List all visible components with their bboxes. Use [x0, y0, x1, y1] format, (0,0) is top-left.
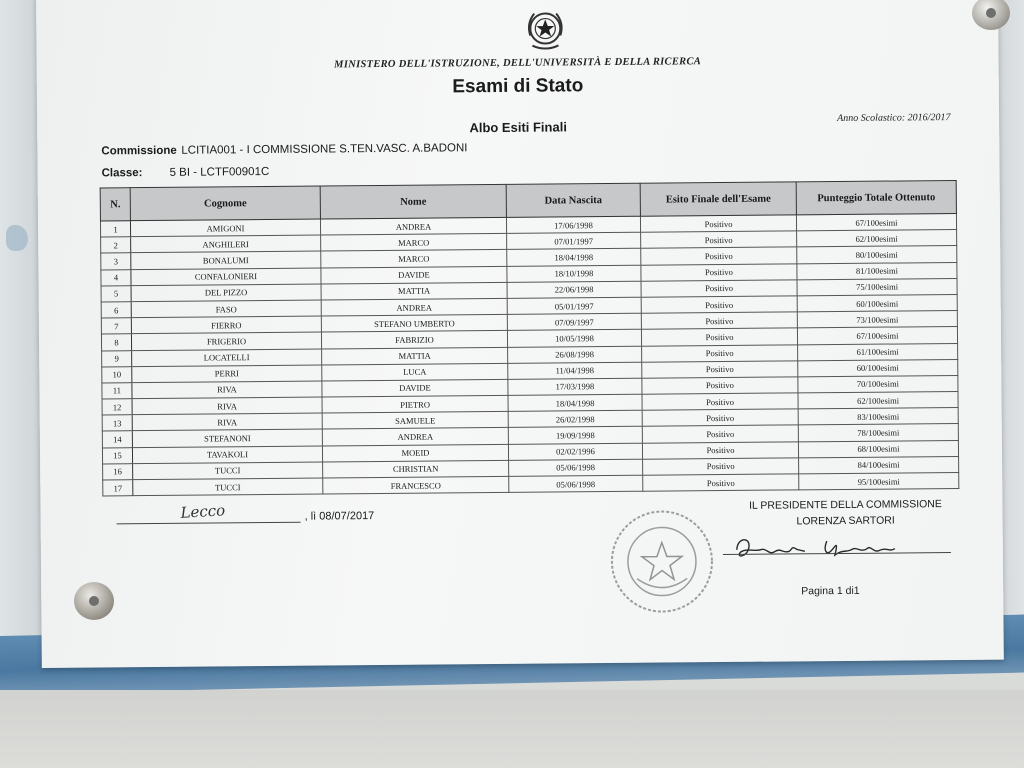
first-name-cell: SAMUELE: [322, 412, 508, 430]
pushpin-icon: [74, 582, 114, 620]
document-subtitle: Albo Esiti Finali: [469, 119, 567, 136]
total-score-cell: 95/100esimi: [799, 472, 959, 490]
surname-cell: TUCCI: [133, 462, 323, 480]
exam-outcome-cell: Positivo: [642, 377, 798, 395]
commission-value: LCITIA001 - I COMMISSIONE S.TEN.VASC. A.BADONI: [181, 142, 468, 157]
surname-cell: TUCCI: [133, 478, 323, 496]
first-name-cell: ANDREA: [320, 217, 506, 235]
surname-cell: STEFANONI: [132, 429, 322, 447]
first-name-cell: MARCO: [321, 234, 507, 252]
total-score-cell: 61/100esimi: [798, 343, 958, 361]
exam-outcome-cell: Positivo: [642, 361, 798, 379]
total-score-cell: 68/100esimi: [798, 440, 958, 458]
first-name-cell: MARCO: [321, 250, 507, 268]
total-score-cell: 75/100esimi: [797, 278, 957, 296]
birth-date-cell: 05/06/1998: [509, 475, 643, 492]
row-number-cell: 14: [102, 431, 132, 447]
first-name-cell: MATTIA: [321, 282, 507, 300]
total-score-cell: 78/100esimi: [798, 424, 958, 442]
place-line: [117, 522, 301, 525]
ministry-heading: MINISTERO DELL'ISTRUZIONE, DELL'UNIVERSITÀ E DELLA RICERCA: [334, 56, 702, 71]
exam-outcome-cell: Positivo: [643, 458, 799, 476]
total-score-cell: 80/100esimi: [797, 246, 957, 264]
italian-emblem-icon: [522, 5, 568, 53]
row-number-cell: 17: [103, 480, 133, 496]
birth-date-cell: 17/06/1998: [506, 216, 640, 233]
row-number-cell: 6: [101, 302, 131, 318]
row-number-cell: 1: [100, 221, 130, 237]
column-header-number: N.: [100, 188, 130, 221]
commission-label: Commissione: [101, 144, 177, 158]
first-name-cell: MATTIA: [322, 347, 508, 365]
birth-date-cell: 26/02/1998: [508, 410, 642, 427]
handwritten-place: Lecco: [179, 501, 226, 522]
first-name-cell: ANDREA: [321, 298, 507, 316]
total-score-cell: 81/100esimi: [797, 262, 957, 280]
birth-date-cell: 19/09/1998: [508, 427, 642, 444]
surname-cell: PERRI: [132, 365, 322, 383]
wall-lower: [0, 690, 1024, 768]
exam-outcome-cell: Positivo: [641, 263, 797, 281]
surname-cell: LOCATELLI: [132, 349, 322, 367]
birth-date-cell: 05/01/1997: [507, 297, 641, 314]
birth-date-cell: 05/06/1998: [509, 459, 643, 476]
birth-date-cell: 18/04/1998: [507, 249, 641, 266]
exam-outcome-cell: Positivo: [641, 328, 797, 346]
row-number-cell: 2: [101, 237, 131, 253]
first-name-cell: DAVIDE: [322, 379, 508, 397]
birth-date-cell: 02/02/1996: [508, 443, 642, 460]
official-stamp-icon: [606, 506, 717, 617]
birth-date-cell: 17/03/1998: [508, 378, 642, 395]
first-name-cell: FABRIZIO: [321, 331, 507, 349]
total-score-cell: 70/100esimi: [798, 375, 958, 393]
row-number-cell: 3: [101, 253, 131, 269]
birth-date-cell: 10/05/1998: [507, 330, 641, 347]
surname-cell: RIVA: [132, 397, 322, 415]
row-number-cell: 9: [102, 350, 132, 366]
row-number-cell: 15: [102, 447, 132, 463]
row-number-cell: 13: [102, 415, 132, 431]
total-score-cell: 67/100esimi: [797, 327, 957, 345]
surname-cell: ANGHILERI: [131, 235, 321, 253]
first-name-cell: PIETRO: [322, 395, 508, 413]
exam-outcome-cell: Positivo: [641, 280, 797, 298]
row-number-cell: 12: [102, 399, 132, 415]
first-name-cell: CHRISTIAN: [323, 460, 509, 478]
surname-cell: TAVAKOLI: [132, 446, 322, 464]
results-sheet: [36, 0, 1004, 668]
school-year-label: Anno Scolastico:: [837, 112, 906, 125]
total-score-cell: 83/100esimi: [798, 408, 958, 426]
birth-date-cell: 18/04/1998: [508, 394, 642, 411]
surname-cell: FIERRO: [131, 316, 321, 334]
row-number-cell: 16: [103, 463, 133, 479]
exam-outcome-cell: Positivo: [641, 312, 797, 330]
row-number-cell: 10: [102, 366, 132, 382]
exam-outcome-cell: Positivo: [642, 425, 798, 443]
birth-date-cell: 18/10/1998: [507, 265, 641, 282]
exam-outcome-cell: Positivo: [642, 409, 798, 427]
handwritten-signature: [731, 528, 981, 566]
total-score-cell: 73/100esimi: [797, 311, 957, 329]
row-number-cell: 11: [102, 383, 132, 399]
school-year-value: 2016/2017: [907, 112, 951, 124]
results-table-body: [100, 213, 958, 496]
president-block: [720, 496, 970, 530]
surname-cell: BONALUMI: [131, 251, 321, 269]
exam-outcome-cell: Positivo: [641, 247, 797, 265]
surname-cell: FRIGERIO: [131, 332, 321, 350]
page-number: Pagina 1 di1: [801, 584, 860, 598]
column-header-surname: Cognome: [130, 186, 320, 221]
class-value: 5 BI - LCTF00901C: [169, 165, 270, 179]
president-title: IL PRESIDENTE DELLA COMMISSIONE: [749, 498, 942, 512]
first-name-cell: FRANCESCO: [323, 476, 509, 494]
row-number-cell: 7: [101, 318, 131, 334]
commission-info: [101, 142, 467, 157]
exam-outcome-cell: Positivo: [643, 474, 799, 492]
total-score-cell: 62/100esimi: [797, 230, 957, 248]
class-info: [101, 166, 269, 179]
total-score-cell: 60/100esimi: [798, 359, 958, 377]
surname-cell: DEL PIZZO: [131, 284, 321, 302]
birth-date-cell: 07/09/1997: [507, 313, 641, 330]
total-score-cell: 67/100esimi: [796, 213, 956, 231]
exam-outcome-cell: Positivo: [640, 215, 796, 233]
column-header-score: Punteggio Totale Ottenuto: [796, 180, 956, 214]
total-score-cell: 60/100esimi: [797, 294, 957, 312]
president-name: LORENZA SARTORI: [796, 514, 895, 528]
exam-outcome-cell: Positivo: [642, 441, 798, 459]
exam-outcome-cell: Positivo: [642, 393, 798, 411]
total-score-cell: 84/100esimi: [799, 456, 959, 474]
first-name-cell: LUCA: [322, 363, 508, 381]
exam-outcome-cell: Positivo: [641, 296, 797, 314]
surname-cell: AMIGONI: [130, 219, 320, 237]
surname-cell: CONFALONIERI: [131, 268, 321, 286]
total-score-cell: 62/100esimi: [798, 392, 958, 410]
column-header-outcome: Esito Finale dell'Esame: [640, 182, 796, 216]
first-name-cell: STEFANO UMBERTO: [321, 315, 507, 333]
row-number-cell: 8: [101, 334, 131, 350]
column-header-birthdate: Data Nascita: [506, 183, 640, 217]
birth-date-cell: 22/06/1998: [507, 281, 641, 298]
column-header-name: Nome: [320, 184, 506, 219]
row-number-cell: 4: [101, 269, 131, 285]
results-table: [100, 180, 960, 497]
birth-date-cell: 11/04/1998: [508, 362, 642, 379]
surname-cell: RIVA: [132, 413, 322, 431]
first-name-cell: MOEID: [322, 444, 508, 462]
first-name-cell: DAVIDE: [321, 266, 507, 284]
birth-date-cell: 26/08/1998: [508, 346, 642, 363]
row-number-cell: 5: [101, 285, 131, 301]
birth-date-cell: 07/01/1997: [507, 232, 641, 249]
surname-cell: RIVA: [132, 381, 322, 399]
document-title: Esami di Stato: [452, 75, 584, 98]
surname-cell: FASO: [131, 300, 321, 318]
exam-outcome-cell: Positivo: [641, 231, 797, 249]
issue-date: , lì 08/07/2017: [304, 510, 375, 523]
exam-outcome-cell: Positivo: [642, 344, 798, 362]
first-name-cell: ANDREA: [322, 428, 508, 446]
class-label: Classe:: [101, 167, 143, 180]
